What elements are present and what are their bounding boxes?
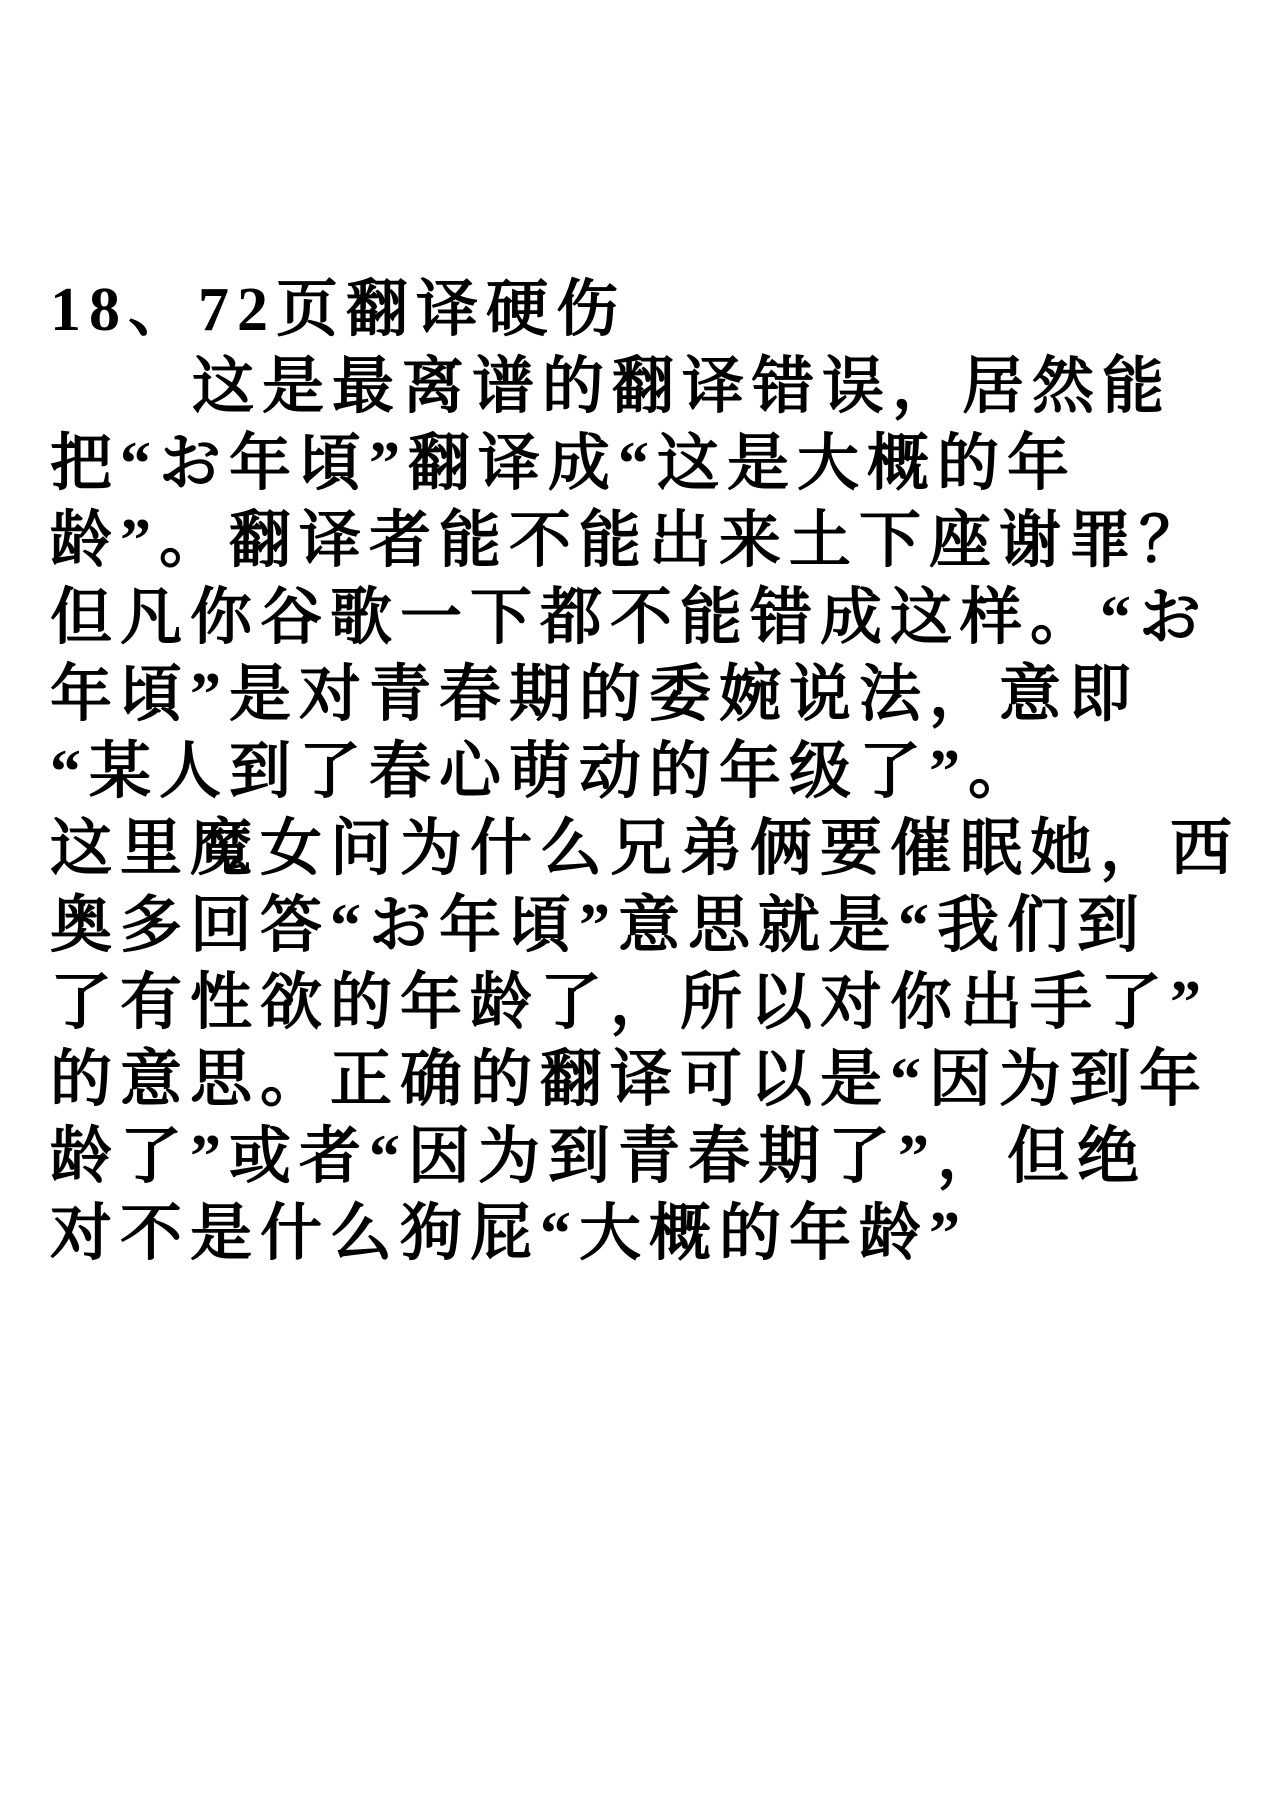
section-heading: 18、72页翻译硬伤: [50, 276, 627, 344]
paragraph-line: 把“お年頃”翻译成“这是大概的年: [50, 430, 1078, 498]
paragraph-line: 这里魔女问为什么兄弟俩要催眠她，西: [50, 815, 1241, 883]
paragraph-line: 这是最离谱的翻译错误，居然能: [192, 353, 1173, 421]
paragraph-line: 奥多回答“お年頃”意思就是“我们到: [50, 892, 1148, 960]
paragraph-line: 龄了”或者“因为到青春期了”，但绝: [50, 1123, 1148, 1191]
paragraph-line: 但凡你谷歌一下都不能错成这样。“お: [50, 584, 1210, 652]
paragraph-line: 年頃”是对青春期的委婉说法，意即: [50, 661, 1140, 729]
text-block: [50, 272, 1268, 1273]
paragraph-line: 龄”。翻译者能不能出来土下座谢罪？: [50, 507, 1210, 575]
paragraph-line: 了有性欲的年龄了，所以对你出手了”: [50, 969, 1210, 1037]
paragraph-line: “某人到了春心萌动的年级了”。: [50, 738, 1039, 806]
paragraph-line: 的意思。正确的翻译可以是“因为到年: [50, 1046, 1210, 1114]
paragraph-line: 对不是什么狗屁“大概的年龄”: [50, 1200, 969, 1268]
